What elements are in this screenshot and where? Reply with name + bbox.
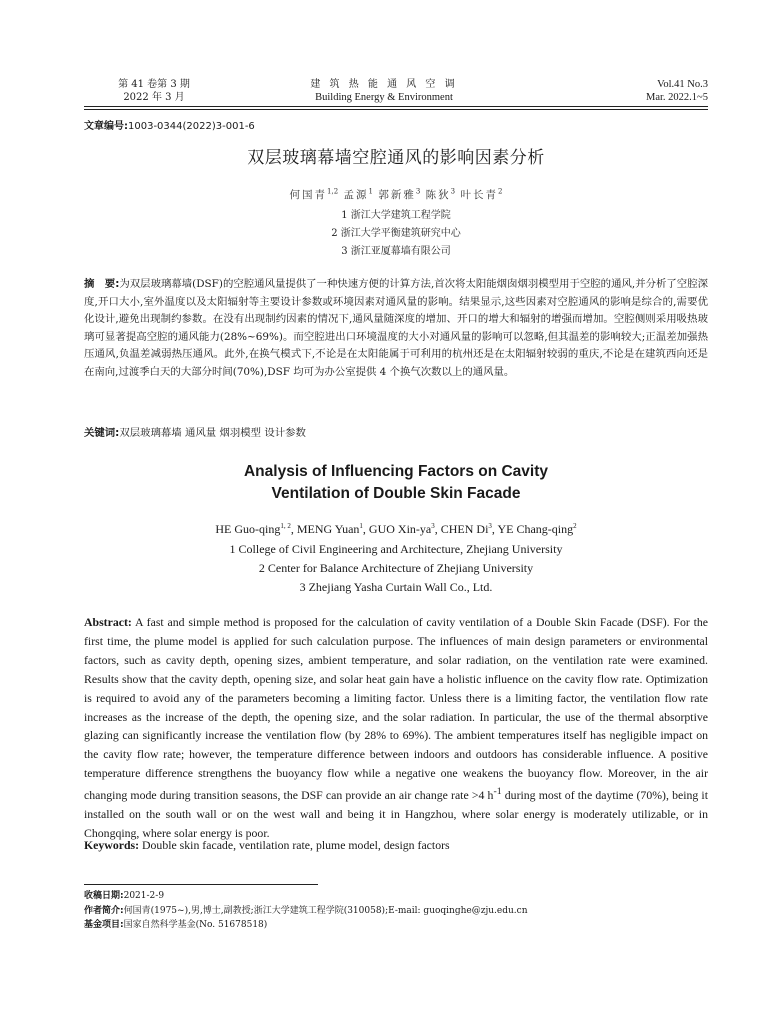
header-rule-top <box>84 106 708 107</box>
footnote-text: 2021-2-9 <box>123 891 165 901</box>
abstract-en-text: A fast and simple method is proposed for the calculation of cavity ventilation of a Double Skin Facade (DSF). For the first time, the plume model is applied for such calculation purpose. The influences of main design parameters or environmental factors, such as cavity depth, opening sizes, ambient temperature, and solar radiation, on the ventilation rate were examined. Results show that the cavity depth, opening size, and solar heat gain have a holistic influence on the cavity flow rate. Optimization is required to avoid any of the parameters becoming a limiting factor. Unless there is a limiting factor, the ventilation flow rate increases as the increase of the depth, the opening size, and the solar radiation. In particular, the use of the thermal absorptive glazing can significantly increase the ventilation flow (by 28% to 69%). The ambient temperatures itself has negligible impact on the cavity flow rate; however, the temperature difference between indoors and outdoors has considerable influence. A positive temperature difference strengthens the buoyancy flow while a negative one weakens the buoyancy flow. Moreover, in the air changing mode during transition seasons, the DSF can provide an air change rate >4 h <box>84 615 708 803</box>
author-zh: 郭新雅$^3$ <box>378 187 421 201</box>
author-en: CHEN Di$^3$, <box>440 522 498 536</box>
author-zh: 叶长青$^2$ <box>460 187 503 201</box>
keywords-zh-text: 双层玻璃幕墙 通风量 烟羽模型 设计参数 <box>119 427 306 439</box>
abstract-en <box>84 613 708 843</box>
journal-name-en: Building Energy & Environment <box>315 92 453 103</box>
title-en-line-2: Ventilation of Double Skin Facade <box>271 485 521 502</box>
keywords-zh-label: 关键词: <box>84 427 120 439</box>
date-zh: 2022 年 3 月 <box>123 92 185 103</box>
author-en: GUO Xin-$ya^3$, <box>368 522 441 536</box>
footnote-rule <box>84 884 318 885</box>
authors-zh <box>84 187 708 202</box>
abstract-en-text-end: during most of the daytime (70%), being it installed on the south wall or on the west wall and being it in Hangzhou, where solar energy is moderately utilizable, or in Chongqing, where solar energy is poor. <box>84 788 708 840</box>
article-number-label: 文章编号: <box>84 121 128 132</box>
footnote-text: 何国青(1975~),男,博士,副教授;浙江大学建筑工程学院(310058);E-mail: guoqinghe@zju.edu.cn <box>123 906 528 916</box>
authors-en <box>84 522 708 537</box>
header-rule-bottom <box>84 109 708 110</box>
keywords-en-label: Keywords: <box>84 838 140 852</box>
abstract-zh <box>84 276 708 381</box>
running-header-right <box>568 78 708 104</box>
abstract-en-label: Abstract: <box>84 615 132 629</box>
article-number-value: 1003-0344(2022)3-001-6 <box>128 121 255 132</box>
keywords-en-text: Double skin facade, ventilation rate, plume model, design factors <box>142 838 450 852</box>
affiliation-en-3: 3 Zhejiang Yasha Curtain Wall Co., Ltd. <box>299 580 493 594</box>
footnote-label: 收稿日期: <box>84 891 124 901</box>
affiliation-zh-1: 1 浙江大学建筑工程学院 <box>341 210 451 221</box>
footnote-received <box>84 890 724 902</box>
author-zh: 孟源$^1$ <box>343 187 373 201</box>
title-en <box>84 461 708 505</box>
title-zh: 双层玻璃幕墙空腔通风的影响因素分析 <box>247 148 545 168</box>
author-en: HE Guo-qing$^{1, 2}$, <box>215 522 297 536</box>
author-zh: 陈狄$^3$ <box>425 187 456 201</box>
abstract-zh-label: 摘 要: <box>84 278 120 290</box>
running-header-center <box>284 78 484 104</box>
abstract-zh-text: 为双层玻璃幕墙(DSF)的空腔通风量提供了一种快速方便的计算方法,首次将太阳能烟囱烟羽模型用于空腔的通风,并分析了空腔深度,开口大小,室外温度以及太阳辐射等主要设计参数或环境因素对通风量的影响。结果显示,这些因素对空腔通风的影响是综合的,需要优化设计,避免出现制约参数。在没有出现制约因素的情况下,通风量随深度的增加、开口的增大和辐射的增强而增加。空腔侧则采用吸热玻璃可显著提高空腔的通风能力(28%~69%)。而空腔进出口环境温度的大小对通风量的影响可以忽略,但其温差的影响较大;正温差加强热压通风,负温差减弱热压通风。此外,在换气模式下,不论是在太阳能属于可利用的杭州还是在太阳辐射较弱的重庆,不论是在建筑西向还是在南向,过渡季白天的大部分时间(70%),DSF 均可为办公室提供 4 个换气次数以上的通风量。 <box>84 278 708 378</box>
footnote-label: 作者简介: <box>84 906 124 916</box>
keywords-en <box>84 836 708 854</box>
footnote-text: 国家自然科学基金(No. 51678518) <box>123 920 268 930</box>
author-zh: 何国青$^{1,2}$ <box>289 187 339 201</box>
footnote-author-bio <box>84 905 724 917</box>
affiliation-en-1: 1 College of Civil Engineering and Architecture, Zhejiang University <box>229 542 563 556</box>
journal-name-zh: 建 筑 热 能 通 风 空 调 <box>310 79 458 90</box>
article-number <box>84 117 255 132</box>
affiliation-en-2: 2 Center for Balance Architecture of Zhejiang University <box>258 561 534 575</box>
keywords-zh <box>84 425 708 442</box>
running-header-left <box>84 78 224 104</box>
affiliation-zh-3: 3 浙江亚厦幕墙有限公司 <box>341 246 451 257</box>
volume-issue-en: Vol.41 No.3 <box>657 79 708 90</box>
abstract-en-superscript: -1 <box>493 786 502 798</box>
author-en: MENG Yuan$^1$, <box>296 522 369 536</box>
affiliation-zh-2: 2 浙江大学平衡建筑研究中心 <box>331 228 461 239</box>
title-en-line-1: Analysis of Influencing Factors on Cavity <box>243 463 549 480</box>
author-en: YE Chang-qing$^2$ <box>497 522 577 536</box>
footnote-label: 基金项目: <box>84 920 124 930</box>
date-pages-en: Mar. 2022.1~5 <box>646 92 708 103</box>
volume-issue-zh: 第 41 卷第 3 期 <box>118 79 190 90</box>
footnote-funding <box>84 919 724 931</box>
